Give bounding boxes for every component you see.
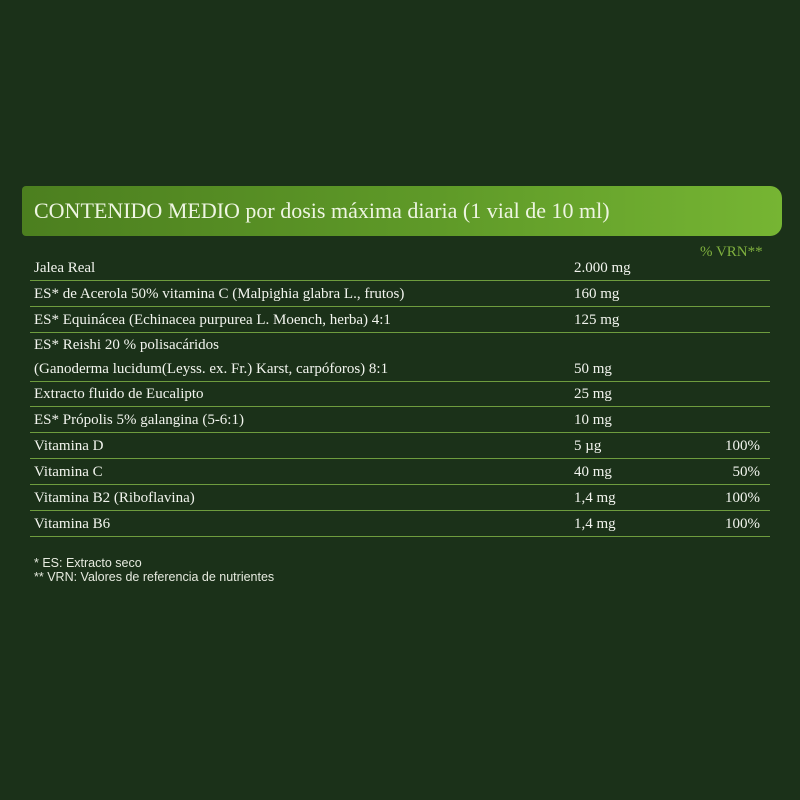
ingredient-vrn: 100%: [725, 515, 760, 532]
ingredient-name-line: Vitamina D: [34, 437, 104, 454]
table-row: [30, 333, 770, 382]
ingredient-name-line: Extracto fluido de Eucalipto: [34, 385, 204, 402]
ingredient-amount: 25 mg: [574, 385, 612, 402]
ingredient-vrn: 100%: [725, 437, 760, 454]
ingredient-name: [30, 333, 770, 381]
ingredient-name: [30, 281, 770, 306]
ingredient-name: [30, 382, 770, 406]
table-row: [30, 307, 770, 333]
ingredient-vrn: 100%: [725, 489, 760, 506]
ingredient-amount: 5 µg: [574, 437, 602, 454]
footnote-vrn: ** VRN: Valores de referencia de nutrientes: [34, 570, 275, 584]
table-header-bar: [22, 186, 782, 236]
vrn-column-header: % VRN**: [700, 244, 763, 260]
ingredient-amount: 1,4 mg: [574, 515, 616, 532]
ingredient-amount: 160 mg: [574, 285, 620, 302]
ingredient-name-line: ES* Reishi 20 % polisacáridos: [34, 337, 219, 354]
table-row: [30, 511, 770, 537]
ingredient-name: [30, 254, 770, 280]
ingredient-name: [30, 459, 770, 484]
ingredient-amount: 125 mg: [574, 311, 620, 328]
footnote-es: * ES: Extracto seco: [34, 556, 142, 570]
table-row: [30, 459, 770, 485]
ingredient-name: [30, 307, 770, 332]
ingredient-vrn: 50%: [732, 463, 760, 480]
footnotes: [34, 556, 274, 584]
ingredient-name-line: Vitamina B2 (Riboflavina): [34, 489, 195, 506]
table-row: [30, 281, 770, 307]
nutrition-table: [30, 254, 770, 537]
ingredient-name-line: (Ganoderma lucidum(Leyss. ex. Fr.) Karst, carpóforos) 8:1: [34, 360, 389, 377]
table-row: [30, 382, 770, 407]
ingredient-name-line: ES* de Acerola 50% vitamina C (Malpighia glabra L., frutos): [34, 285, 405, 302]
table-row: [30, 485, 770, 511]
ingredient-name-line: Vitamina B6: [34, 515, 111, 532]
ingredient-name: [30, 407, 770, 432]
ingredient-amount: 40 mg: [574, 463, 612, 480]
ingredient-name-line: ES* Própolis 5% galangina (5-6:1): [34, 411, 244, 428]
ingredient-amount: 1,4 mg: [574, 489, 616, 506]
ingredient-name-line: Vitamina C: [34, 463, 103, 480]
ingredient-name-line: Jalea Real: [34, 259, 96, 276]
table-row: [30, 254, 770, 281]
ingredient-name-line: ES* Equinácea (Echinacea purpurea L. Moench, herba) 4:1: [34, 311, 391, 328]
ingredient-amount: 50 mg: [574, 360, 612, 377]
ingredient-name: [30, 485, 770, 510]
ingredient-amount: 10 mg: [574, 411, 612, 428]
ingredient-name: [30, 511, 770, 536]
ingredient-name: [30, 433, 770, 458]
table-row: [30, 433, 770, 459]
table-title: CONTENIDO MEDIO por dosis máxima diaria (1 vial de 10 ml): [34, 198, 610, 223]
table-row: [30, 407, 770, 433]
ingredient-amount: 2.000 mg: [574, 259, 631, 276]
